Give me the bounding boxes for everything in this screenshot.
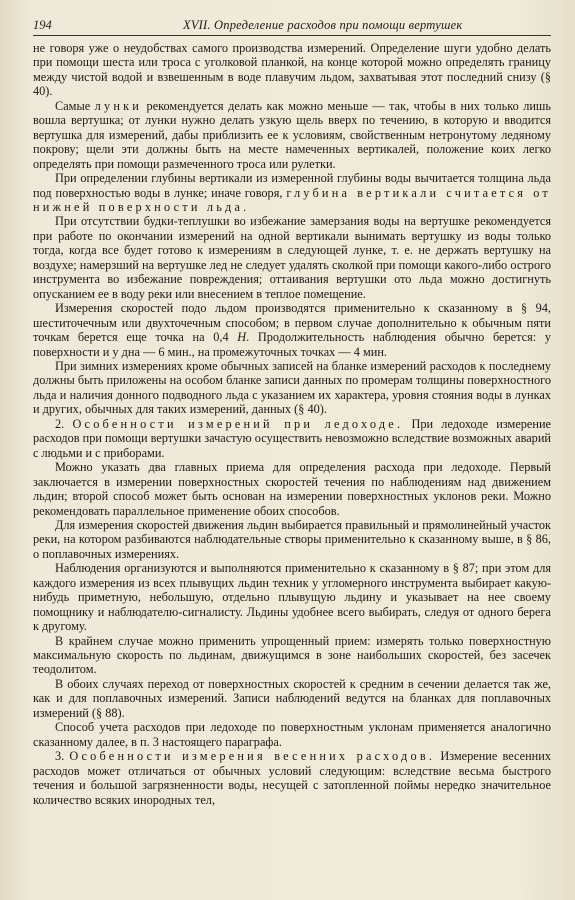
- text-run: Измерение весенних расходов может отличаться от обычных условий следующим: вследствие весьма быстрого течения и большой загрязненности воды, несущей с затопленной поймы нередко значительное количество всяких инородных тел,: [33, 749, 551, 807]
- text-run: При отсутствии будки-теплушки во избежание замерзания воды на вертушке рекомендуется при работе по окончании измерений на одной вертикали вынимать вертушку из воды только тогда, когда все будет готово к измерениям в следующей лунке, т. е. не держать вертушку на воздухе; намерзший на вертушке лед не следует удалять сколкой при помощи какого-либо острого инструмента во избежание повреждения; оттаивания вертушки ото льда можно достигнуть опусканием ее в воду реки или внесением в теплое помещение.: [33, 214, 551, 301]
- text-run: Способ учета расходов при ледоходе по поверхностным уклонам применяется аналогично сказанному далее, в п. 3 настоящего параграфа.: [33, 720, 551, 749]
- running-title: XVII. Определение расходов при помощи вертушек: [183, 18, 463, 32]
- spaced-emphasis: лунки: [94, 98, 143, 113]
- text-run: При зимних измерениях кроме обычных записей на бланке измерений расходов к последнему должны быть приложены на особом бланке записи данных по промерам толщины поверхностного льда и наличия донного подводного льда с указанием их характера, уровня стояния воды в лунках и других, обычных для таких измерений, данных (§ 40).: [33, 358, 551, 417]
- paragraph: [33, 301, 551, 359]
- paragraph: [33, 41, 551, 99]
- paragraph: [33, 518, 551, 561]
- text-run: При ледоходе измерение расходов при помощи вертушки зачастую осуществить невозможно вследствие возможных аварий с людьми и с приборами.: [33, 416, 552, 460]
- text-run: При определении глубины вертикали из измеренной глубины воды вычитается толщина льда под поверхностью воды в лунке; иначе говоря,: [33, 171, 551, 200]
- text-run: Для измерения скоростей движения льдин выбирается правильный и прямолинейный участок реки, на котором разбиваются наблюдательные створы применительно к сказанному выше, в § 86, о поплавочных измерениях.: [33, 517, 551, 561]
- text-run: В крайнем случае можно применить упрощенный прием: измерять только поверхностную максимальную скорость по льдинам, движущимся в зоне наибольших скоростей, без засечек теодолитом.: [33, 633, 551, 677]
- paragraph: [33, 720, 551, 749]
- italic-symbol: H: [237, 330, 247, 345]
- paragraph: [33, 359, 551, 417]
- spaced-emphasis: глубина вертикали считается от нижней поверхности льда.: [33, 185, 552, 214]
- text-run: Самые: [55, 98, 95, 113]
- paragraph: [33, 460, 551, 518]
- paragraph: [33, 99, 551, 171]
- text-run: Наблюдения организуются и выполняются применительно к сказанному в § 87; при этом для каждого измерения из всех плывущих льдин техник у угломерного инструмента выбирает какую-нибудь приметную, небольшую, отдельно плывущую льдину и указывает на нее своему помощнику и наблюдателю-сигналисту. Льдины удобнее всего выбирать, следуя от одного берега к другому.: [33, 561, 551, 634]
- paragraph: [33, 171, 551, 214]
- text-run: В обоих случаях переход от поверхностных скоростей к средним в сечении делается так же, как и для поплавочных измерений. Записи наблюдений ведутся на бланках для поплавочных измерений (§ 88).: [33, 676, 551, 720]
- paragraph: [33, 417, 551, 460]
- page-header: [33, 18, 551, 36]
- text-run: Измерения скоростей подо льдом производятся применительно к сказанному в § 94, шеститочечным или двухточечным способом; в первом случае дополнительно к обычным пяти точкам берется еще точка на 0,4: [33, 301, 551, 345]
- text-run: 2.: [55, 416, 73, 431]
- paragraph: [33, 749, 551, 807]
- text-run: не говоря уже о неудобствах самого производства измерений. Определение шуги удобно делать при помощи шеста или троса с уголковой планкой, на конце которой можно определять границу между чистой водой и взвешенным в воде плавучим льдом, захватывая этот последний снизу (§ 40).: [33, 41, 551, 99]
- text-run: . Продолжительность наблюдения обычно берется: у поверхности и у дна — 6 мин., на промежуточных точках — 4 мин.: [33, 330, 551, 359]
- paragraph: [33, 634, 551, 677]
- spaced-emphasis: Особенности измерений при ледоходе.: [72, 416, 404, 431]
- body-text: [33, 41, 551, 807]
- paragraph: [33, 561, 551, 633]
- paragraph: [33, 214, 551, 301]
- paragraph: [33, 677, 551, 720]
- text-run: Можно указать два главных приема для определения расхода при ледоходе. Первый заключается в измерении поверхностных скоростей течения по наблюдениям над движением льдин; второй способ может быть основан на измерении поверхностных уклонов реки. Можно рекомендовать параллельное применение обоих способов.: [33, 460, 551, 518]
- text-run: 3.: [55, 749, 70, 764]
- spaced-emphasis: Особенности измерения весенних расходов.: [69, 749, 436, 764]
- page-number: 194: [33, 18, 52, 32]
- text-run: рекомендуется делать как можно меньше — так, чтобы в них только лишь вошла вертушка; от лунки нужно делать узкую щель вверх по течению, в которую и вводится вертушка для измерений, дабы приблизить ее к условиям, свойственным нетронутому ледяному покрову; щели эти должны быть на месте намеченных вертикалей, положение коих легко определять при помощи размеченного троса или рулетки.: [33, 98, 551, 171]
